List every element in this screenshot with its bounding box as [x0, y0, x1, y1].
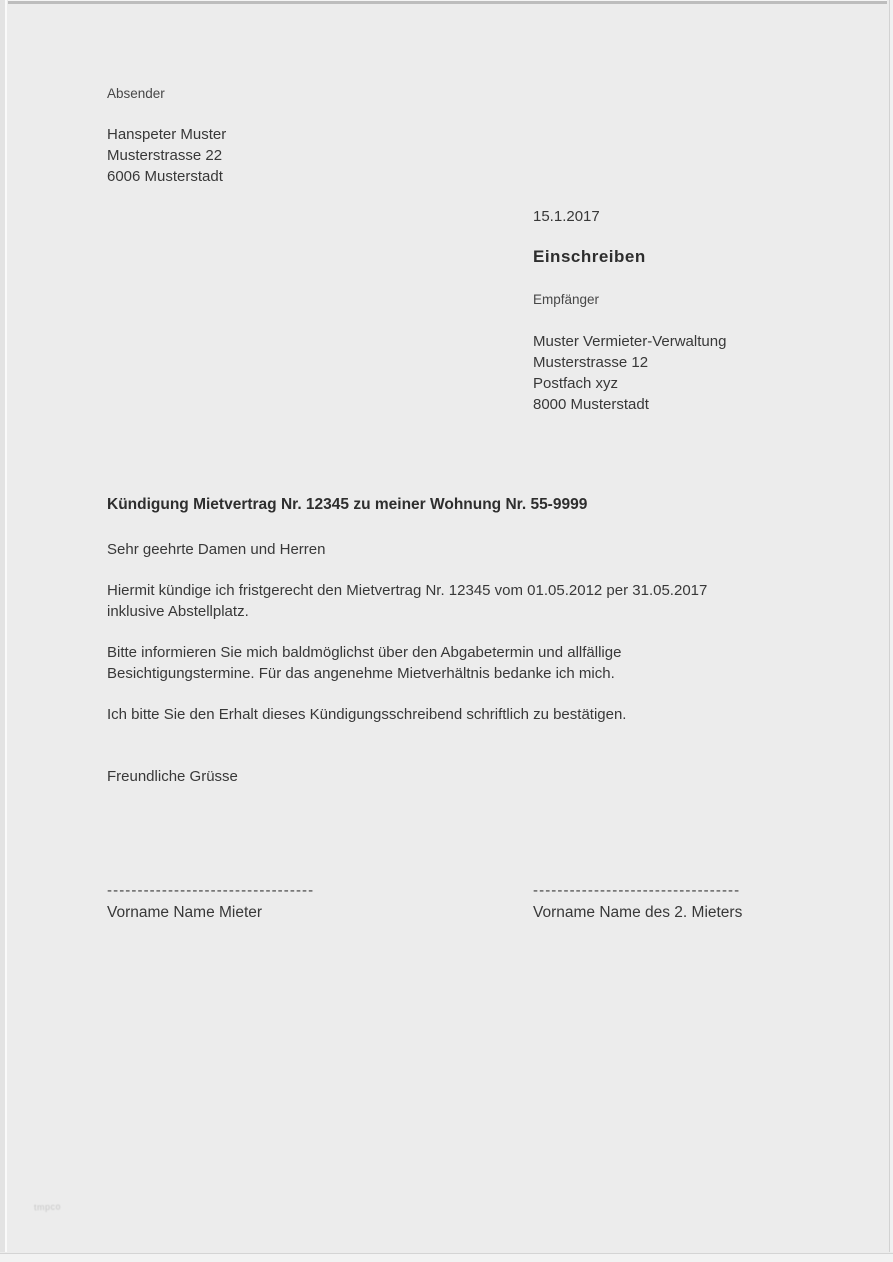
- page-border-bottom: [0, 1252, 893, 1262]
- faint-watermark: tmpco: [33, 1201, 62, 1213]
- subject-line: Kündigung Mietvertrag Nr. 12345 zu meiner Wohnung Nr. 55-9999: [107, 496, 588, 513]
- sender-address: [107, 124, 226, 187]
- body-paragraph-2: Bitte informieren Sie mich baldmöglichst über den Abgabetermin und allfällige Besichtigungstermine. Für das angenehme Mietverhältnis bedanke ich mich.: [107, 644, 622, 682]
- recipient-label: Empfänger: [533, 292, 600, 307]
- body-paragraph-1: Hiermit kündige ich fristgerecht den Mietvertrag Nr. 12345 vom 01.05.2012 per 31.05.2017 inklusive Abstellplatz.: [107, 582, 708, 620]
- page-border-left: [0, 0, 8, 1262]
- delivery-method-heading: Einschreiben: [533, 247, 646, 266]
- salutation: Sehr geehrte Damen und Herren: [107, 541, 326, 558]
- signature-dashed-line: ----------------------------------: [533, 882, 741, 899]
- signature-label-tenant-1: Vorname Name Mieter: [107, 904, 263, 921]
- recipient-pobox: Postfach xyz: [533, 375, 619, 392]
- sender-label: Absender: [107, 86, 165, 101]
- page-border-top: [0, 0, 893, 5]
- recipient-address: [533, 331, 726, 415]
- page-border-right: [887, 0, 893, 1262]
- recipient-city: 8000 Musterstadt: [533, 396, 649, 413]
- signature-label-tenant-2: Vorname Name des 2. Mieters: [533, 904, 743, 921]
- signature-block-tenant-2: [533, 882, 742, 922]
- sender-name: Hanspeter Muster: [107, 126, 227, 143]
- sender-street: Musterstrasse 22: [107, 147, 223, 164]
- recipient-name: Muster Vermieter-Verwaltung: [533, 333, 727, 350]
- letter-date: 15.1.2017: [533, 208, 600, 225]
- signature-dashed-line: ----------------------------------: [107, 882, 315, 899]
- signature-block-tenant-1: [107, 882, 314, 922]
- closing-greeting: Freundliche Grüsse: [107, 768, 238, 785]
- recipient-street: Musterstrasse 12: [533, 354, 649, 371]
- body-paragraph-3: Ich bitte Sie den Erhalt dieses Kündigungsschreibend schriftlich zu bestätigen.: [107, 706, 627, 723]
- sender-city: 6006 Musterstadt: [107, 168, 223, 185]
